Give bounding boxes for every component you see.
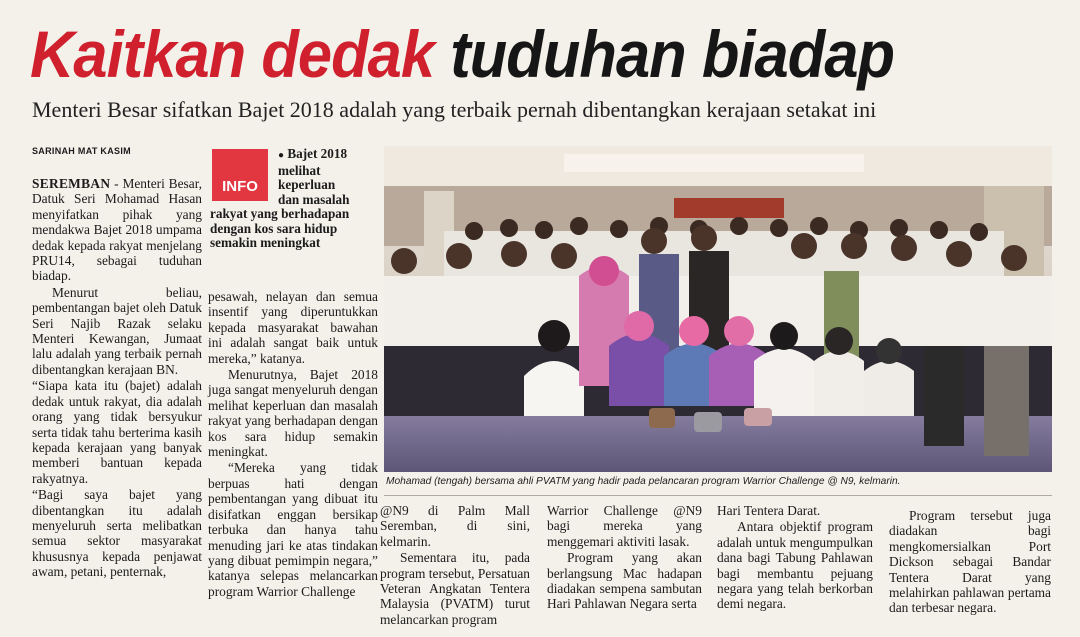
info-line: rakyat yang berhadapan xyxy=(210,206,350,221)
headline-black-part: tuduhan biadap xyxy=(450,17,895,91)
dateline: SEREMBAN xyxy=(32,176,111,191)
article-column-3 xyxy=(380,503,530,628)
headline xyxy=(30,14,894,94)
article-column-1 xyxy=(32,176,202,581)
event-photo xyxy=(384,146,1052,472)
info-label: INFO xyxy=(222,178,258,195)
paragraph: Antara objektif program adalah untuk mengumpulkan dana bagi Tabung Pahlawan bagi membantu pejuang negara yang telah berkorban demi negara. xyxy=(717,519,873,612)
article-column-6 xyxy=(889,508,1051,617)
divider xyxy=(384,495,1052,496)
paragraph: Hari Tentera Darat. xyxy=(717,503,821,518)
article-column-5 xyxy=(717,503,873,613)
info-line: Bajet 2018 xyxy=(287,146,348,161)
info-line: semakin meningkat xyxy=(210,235,321,250)
headline-red-part: Kaitkan dedak xyxy=(30,17,435,91)
paragraph: Menurut beliau, pembentangan bajet oleh Datuk Seri Najib Razak selaku Menteri Kewangan, Jumaat lalu adalah yang terbaik pernah dibentangkan kerajaan BN. xyxy=(32,284,202,377)
info-line: melihat xyxy=(278,162,321,178)
paragraph-text: - Menteri Besar, Datuk Seri Mohamad Hasan menyifatkan pihak yang mendakwa Bajet 2018 umpama dedak kepada rakyat menjelang PRU14, sebagai tuduhan biadap. xyxy=(32,176,202,284)
article-column-4 xyxy=(547,503,702,613)
subheadline: Menteri Besar sifatkan Bajet 2018 adalah yang terbaik pernah dibentangkan kerajaan setakat ini xyxy=(32,97,877,122)
paragraph: Sementara itu, pada program tersebut, Persatuan Veteran Angkatan Tentera Malaysia (PVATM) turut melancarkan program xyxy=(380,550,530,627)
paragraph: “Bagi saya bajet yang dibentangkan itu adalah menyeluruh serta melibatkan semua sektor masyarakat khususnya kepada penjawat awam, petani, penternak, xyxy=(32,487,202,580)
article-column-2 xyxy=(208,289,378,600)
paragraph: “Siapa kata itu (bajet) adalah dedak untuk rakyat, dia adalah orang yang tidak bersyukur serta tidak tahu berterima kasih kepada kerajaan yang banyak memberi bantuan kepada rakyatnya. xyxy=(32,378,202,486)
info-line: keperluan xyxy=(278,177,336,192)
paragraph: Program tersebut juga diadakan bagi mengkomersialkan Port Dickson sebagai Bandar Tentera Darat yang melahirkan pahlawan pertama dan terbesar negara. xyxy=(889,508,1051,616)
paragraph: pesawah, nelayan dan semua insentif yang diperuntukkan kepada masyarakat bawahan ini adalah sangat baik untuk mereka,” katanya. xyxy=(208,289,378,366)
paragraph: @N9 di Palm Mall Seremban, di sini, kelmarin. xyxy=(380,503,530,549)
photo-caption: Mohamad (tengah) bersama ahli PVATM yang hadir pada pelancaran program Warrior Challenge @ N9, kelmarin. xyxy=(386,476,901,487)
info-line: dan masalah xyxy=(278,191,350,207)
paragraph: Menurutnya, Bajet 2018 juga sangat menyeluruh dengan melihat keperluan dan masalah rakyat yang berhadapan dengan kos sara hidup semakin meningkat. xyxy=(208,367,378,460)
info-highlight xyxy=(210,147,380,251)
paragraph: Warrior Challenge @N9 bagi mereka yang menggemari aktiviti lasak. xyxy=(547,503,702,549)
byline: SARINAH MAT KASIM xyxy=(32,146,131,156)
paragraph: Program yang akan berlangsung Mac hadapan diadakan sempena sambutan Hari Pahlawan Negara serta xyxy=(547,550,702,612)
paragraph: “Mereka yang tidak berpuas hati dengan pembentangan yang dibuat itu disifatkan enggan bersikap terbuka dan hanya tahu menuding jari ke atas tindakan yang dibuat pemimpin negara,” katanya selepas melancarkan program Warrior Challenge xyxy=(208,460,378,599)
paragraph xyxy=(32,176,202,284)
bullet-icon: ● xyxy=(278,150,285,161)
group-photo-illustration xyxy=(384,146,1052,472)
info-line: dengan kos sara hidup xyxy=(210,220,338,236)
